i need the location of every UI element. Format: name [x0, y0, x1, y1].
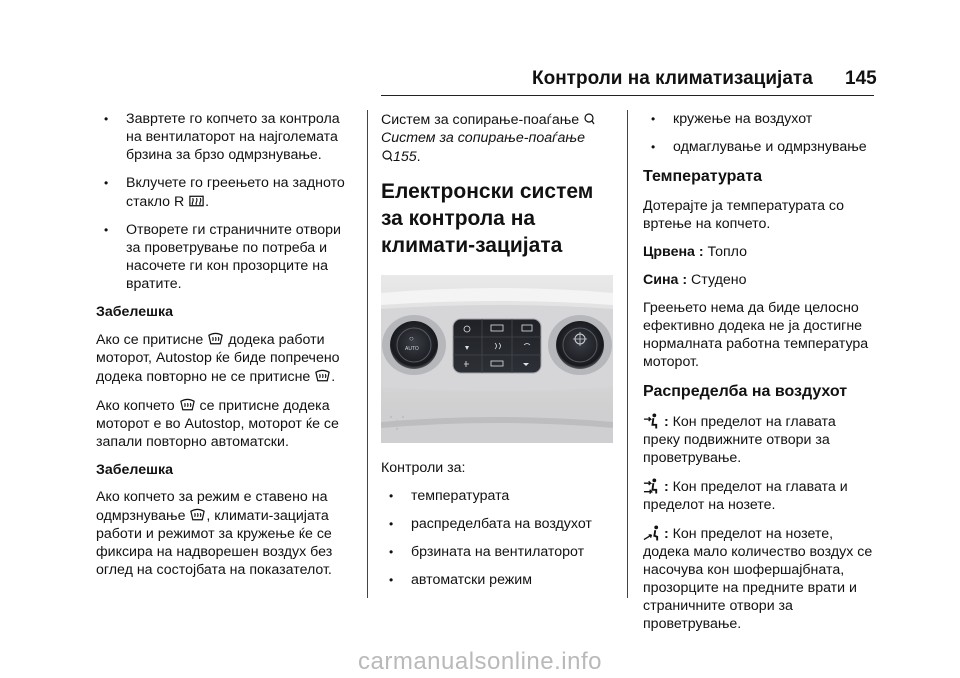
vent-head-icon	[643, 412, 660, 430]
vent-head-feet-icon	[643, 477, 660, 495]
reference-page: 155.	[381, 147, 613, 166]
reference-arrow-icon	[381, 147, 393, 165]
paragraph: : Кон пределот на нозете, додека мало количество воздух се насочува кон шофершајбната, прозорците на предните врати и страничните отвори за проветрување.	[643, 526, 873, 632]
list-item: • автоматски режим	[381, 571, 613, 589]
list-item: • Завртете го копчето за контрола на вентилаторот на најголемата брзина за брзо одмрзнување.	[96, 110, 358, 164]
paragraph: Греењето нема да биде целосно ефективно додека не ја достигне нормалната работна температура моторот.	[643, 300, 869, 370]
subheading: Распределба на воздухот	[643, 383, 848, 400]
page-number: 145	[845, 68, 877, 89]
list-item: • Вклучете го греењето на задното стакло R .	[96, 174, 358, 211]
header-title: Контроли на климатизацијата	[532, 68, 813, 89]
note-title: Забелешка	[96, 304, 173, 320]
paragraph: : Кон пределот на главата и пределот на нозете.	[643, 479, 848, 513]
column-divider	[367, 110, 368, 598]
rear-defrost-icon	[188, 192, 205, 210]
paragraph: Ако копчето се притисне додека моторот е во Autostop, моторот ќе се запали повторно автоматски.	[96, 398, 339, 450]
paragraph: Систем за сопирање-поаѓање	[381, 110, 613, 129]
paragraph: Црвена : Топло	[643, 244, 748, 260]
column-2	[381, 110, 613, 599]
header-rule	[381, 95, 874, 96]
paragraph: Контроли за:	[381, 460, 466, 476]
list-item: • кружење на воздухот	[643, 110, 875, 128]
svg-text:○: ○	[409, 334, 414, 343]
front-defrost-icon	[314, 367, 331, 385]
front-defrost-icon	[207, 330, 224, 348]
reference-arrow-icon	[583, 110, 595, 128]
climate-control-panel-photo	[381, 275, 613, 443]
column-1	[96, 110, 358, 589]
reference-text: Систем за сопирање-поаѓање	[381, 130, 586, 146]
front-defrost-icon	[189, 506, 206, 524]
section-heading: Електронски систем за контрола на климати-зацијата	[381, 180, 594, 257]
note-title: Забелешка	[96, 462, 173, 478]
paragraph: : Кон пределот на главата преку подвижните отвори за проветрување.	[643, 414, 836, 466]
column-divider	[627, 110, 628, 598]
paragraph: Ако копчето за режим е ставено на одмрзнување , климати-зацијата работи и режимот за кружење ќе се фиксира на надворешен воздух без оглед на состојбата на показателот.	[96, 489, 333, 578]
list-item: • Отворете ги страничните отвори за проветрување по потреба и насочете ги кон прозорците на вратите.	[96, 221, 358, 293]
front-defrost-icon	[179, 396, 196, 414]
column-3	[643, 110, 875, 643]
list-item: • температурата	[381, 487, 613, 505]
list-item: • распределбата на воздухот	[381, 515, 613, 533]
paragraph: Дотерајте ја температурата со вртење на копчето.	[643, 198, 845, 232]
page-header	[0, 0, 960, 100]
list-item: • брзината на вентилаторот	[381, 543, 613, 561]
list-item: • одмаглување и одмрзнување	[643, 138, 875, 156]
vent-feet-icon	[643, 524, 660, 542]
paragraph: Сина : Студено	[643, 272, 747, 288]
knob-auto-label: AUTO	[405, 346, 419, 352]
paragraph: Ако се притисне додека работи моторот, Autostop ќе биде попречено додека повторно не се притисне .	[96, 332, 340, 385]
watermark: carmanualsonline.info	[358, 648, 602, 675]
subheading: Температурата	[643, 168, 763, 185]
